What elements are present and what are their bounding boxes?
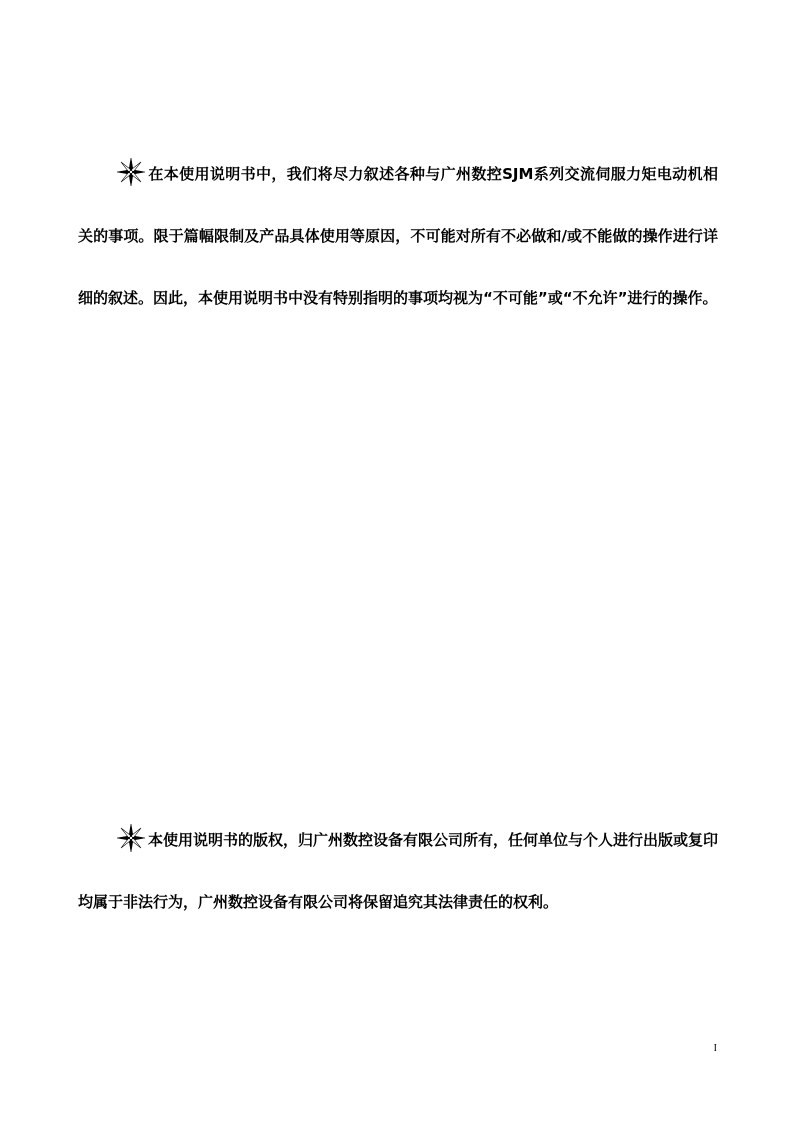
page-number: I: [713, 1043, 717, 1054]
notice-paragraph: [78, 143, 718, 329]
copyright-text: 本使用说明书的版权，归广州数控设备有限公司所有，任何单位与个人进行出版或复印均属于非法行为，广州数控设备有限公司将保留追究其法律责任的权利。: [78, 831, 719, 911]
compass-star-icon: [116, 823, 146, 853]
copyright-paragraph: [78, 809, 718, 933]
notice-text: 在本使用说明书中，我们将尽力叙述各种与广州数控SJM系列交流伺服力矩电动机相关的事项。限于篇幅限制及产品具体使用等原因，不可能对所有不必做和/或不能做的操作进行详细的叙述。因此，本使用说明书中没有特别指明的事项均视为“不可能”或“不允许”进行的操作。: [78, 165, 718, 307]
compass-star-icon: [116, 157, 146, 187]
